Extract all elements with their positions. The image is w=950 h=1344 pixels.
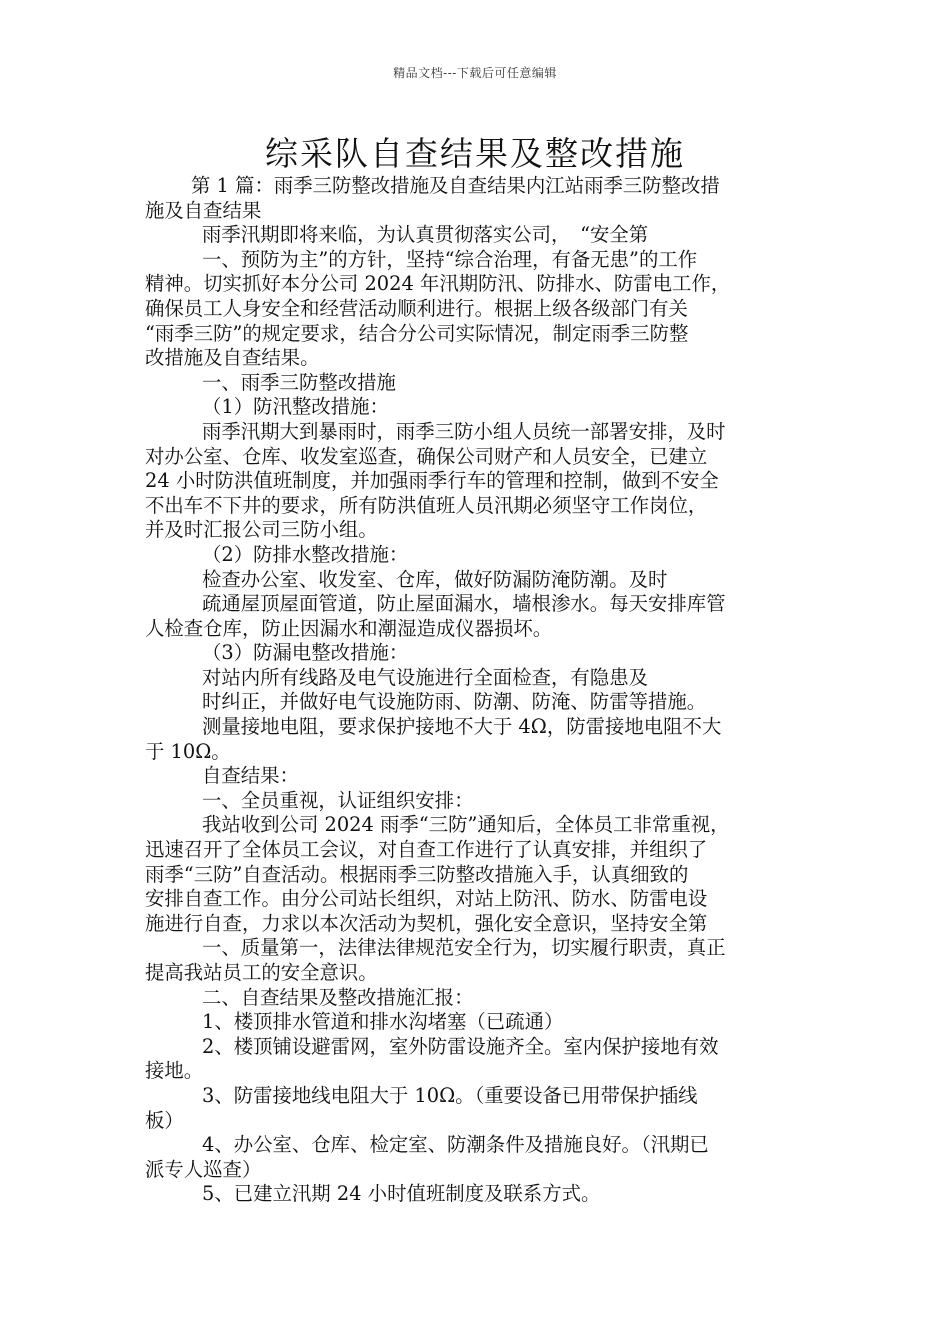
text-line: 施进行自查，力求以本次活动为契机，强化安全意识，坚持安全第 [145, 911, 708, 935]
text-line: 2、楼顶铺设避雷网，室外防雷设施齐全。室内保护接地有效 [202, 1034, 719, 1058]
text-line: 3、防雷接地线电阻大于 10Ω。（重要设备已用带保护插线 [202, 1083, 698, 1107]
page-header: 精品文档---下载后可任意编辑 [393, 66, 557, 80]
text-line: 精神。切实抓好本分公司 2024 年汛期防汛、防排水、防雷电工作， [145, 272, 731, 296]
text-line: 自查结果： [202, 764, 299, 788]
text-line: “雨季三防”的规定要求，结合分公司实际情况，制定雨季三防整 [145, 321, 689, 345]
text-line: 测量接地电阻，要求保护接地不大于 4Ω，防雷接地电阻不大 [202, 715, 722, 739]
text-line: 一、雨季三防整改措施 [202, 370, 396, 394]
text-line: 迅速召开了全体员工会议，对自查工作进行了认真安排，并组织了 [145, 838, 708, 862]
text-line: 接地。 [145, 1059, 204, 1083]
text-line: 并及时汇报公司三防小组。 [145, 518, 378, 542]
text-line: 对站内所有线路及电气设施进行全面检查，有隐患及 [202, 665, 648, 689]
document-body [145, 174, 825, 1207]
text-line: 24 小时防洪值班制度，并加强雨季行车的管理和控制，做到不安全 [145, 469, 719, 493]
text-line: 对办公室、仓库、收发室巡查，确保公司财产和人员安全，已建立 [145, 444, 708, 468]
text-line: 派专人巡查） [145, 1157, 262, 1181]
text-line: 改措施及自查结果。 [145, 346, 320, 370]
text-line: 板） [145, 1108, 184, 1132]
text-line: 检查办公室、收发室、仓库，做好防漏防淹防潮。及时 [202, 567, 668, 591]
text-line: 一、预防为主”的方针，坚持“综合治理，有备无患”的工作 [202, 247, 698, 271]
text-line: 1、楼顶排水管道和排水沟堵塞（已疏通） [202, 1010, 564, 1034]
text-line: （1）防汛整改措施： [202, 395, 389, 419]
text-line: 一、质量第一，法律法律规范安全行为，切实履行职责，真正 [202, 936, 726, 960]
text-line: 二、自查结果及整改措施汇报： [202, 985, 474, 1009]
text-line: 我站收到公司 2024 雨季“三防”通知后，全体员工非常重视， [202, 813, 730, 837]
document-title: 综采队自查结果及整改措施 [265, 134, 685, 173]
text-line: 人检查仓库，防止因漏水和潮湿造成仪器损坏。 [145, 616, 553, 640]
text-line: 4、办公室、仓库、检定室、防潮条件及措施良好。（汛期已 [202, 1133, 709, 1157]
text-line: 疏通屋顶屋面管道，防止屋面漏水，墙根渗水。每天安排库管 [202, 592, 726, 616]
text-line: 雨季汛期即将来临，为认真贯彻落实公司， “安全第 [202, 223, 649, 247]
text-line: 于 10Ω。 [145, 739, 231, 763]
text-line: 提高我站员工的安全意识。 [145, 961, 378, 984]
text-line: （3）防漏电整改措施： [202, 641, 409, 665]
text-line: 雨季“三防”自查活动。根据雨季三防整改措施入手，认真细致的 [145, 862, 689, 886]
text-line: 确保员工人身安全和经营活动顺利进行。根据上级各级部门有关 [145, 296, 688, 320]
text-line: 雨季汛期大到暴雨时，雨季三防小组人员统一部署安排，及时 [202, 419, 726, 443]
text-line: 安排自查工作。由分公司站长组织，对站上防汛、防水、防雷电设 [145, 887, 708, 911]
text-line: 不出车不下井的要求，所有防洪值班人员汛期必须坚守工作岗位， [145, 493, 708, 517]
text-line: 5、已建立汛期 24 小时值班制度及联系方式。 [202, 1182, 601, 1206]
text-line: 一、全员重视，认证组织安排： [202, 788, 474, 812]
text-line: 第 1 篇：雨季三防整改措施及自查结果内江站雨季三防整改措 [191, 174, 720, 197]
text-line: （2）防排水整改措施： [202, 542, 409, 566]
text-line: 时纠正，并做好电气设施防雨、防潮、防淹、防雷等措施。 [202, 690, 707, 714]
text-line: 施及自查结果 [145, 198, 262, 222]
